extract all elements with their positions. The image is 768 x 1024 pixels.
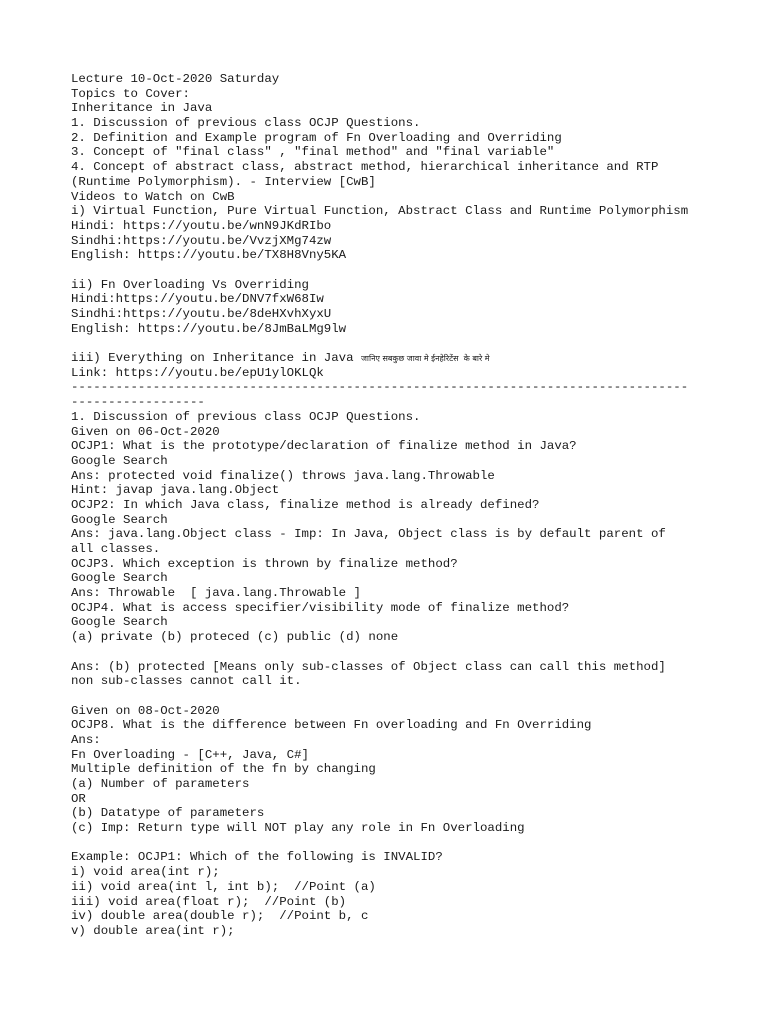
doc-line-6: 3. Concept of "final class" , "final method" and "final variable" <box>71 145 555 160</box>
doc-line-59: v) double area(int r); <box>71 923 235 938</box>
doc-line-4: 1. Discussion of previous class OCJP Questions. <box>71 116 421 131</box>
doc-line-37: OCJP4. What is access specifier/visibility mode of finalize method? <box>71 600 570 615</box>
doc-line-35: Google Search <box>71 571 168 586</box>
doc-line-9: Videos to Watch on CwB <box>71 189 235 204</box>
doc-line-55: i) void area(int r); <box>71 865 220 880</box>
doc-line-5: 2. Definition and Example program of Fn Overloading and Overriding <box>71 130 562 145</box>
doc-line-51: (b) Datatype of parameters <box>71 806 265 821</box>
doc-line-3: Inheritance in Java <box>71 101 213 116</box>
doc-line-54: Example: OCJP1: Which of the following is INVALID? <box>71 850 443 865</box>
doc-line-50: OR <box>71 791 86 806</box>
doc-line-21: Link: https://youtu.be/epU1ylOKLQk <box>71 365 324 380</box>
doc-line-7: 4. Concept of abstract class, abstract method, hierarchical inheritance and RTP <box>71 160 659 175</box>
doc-line-13: English: https://youtu.be/TX8H8Vny5KA <box>71 248 347 263</box>
doc-line-16: Hindi:https://youtu.be/DNV7fxW68Iw <box>71 292 324 307</box>
doc-line-40 <box>71 645 711 660</box>
doc-line-30: OCJP2: In which Java class, finalize method is already defined? <box>71 497 540 512</box>
doc-line-58: iv) double area(double r); //Point b, c <box>71 909 369 924</box>
doc-line-2: Topics to Cover: <box>71 86 190 101</box>
doc-line-24: 1. Discussion of previous class OCJP Questions. <box>71 409 421 424</box>
doc-line-32: Ans: java.lang.Object class - Imp: In Java, Object class is by default parent of <box>71 527 666 542</box>
doc-line-8: (Runtime Polymorphism). - Interview [CwB] <box>71 174 376 189</box>
doc-line-33: all classes. <box>71 542 161 556</box>
doc-line-46: Ans: <box>71 732 101 747</box>
doc-line-17: Sindhi:https://youtu.be/8deHXvhXyxU <box>71 307 332 321</box>
doc-line-23: ------------------ <box>71 395 205 410</box>
doc-line-39: (a) private (b) proteced (c) public (d) none <box>71 630 399 645</box>
doc-line-53 <box>71 836 711 851</box>
doc-line-57: iii) void area(float r); //Point (b) <box>71 894 347 909</box>
doc-line-14 <box>71 263 711 278</box>
doc-line-12: Sindhi:https://youtu.be/VvzjXMg74zw <box>71 233 332 248</box>
doc-line-15: ii) Fn Overloading Vs Overriding <box>71 277 309 292</box>
doc-line-1: Lecture 10-Oct-2020 Saturday <box>71 72 280 86</box>
doc-line-19 <box>71 336 711 351</box>
doc-line-27: Google Search <box>71 453 168 468</box>
doc-line-10: i) Virtual Function, Pure Virtual Function, Abstract Class and Runtime Polymorphism <box>71 204 689 219</box>
doc-line-22: ----------------------------------------------------------------------------------- <box>71 380 689 395</box>
doc-line-11: Hindi: https://youtu.be/wnN9JKdRIbo <box>71 218 332 233</box>
doc-line-48: Multiple definition of the fn by changing <box>71 762 376 777</box>
doc-line-25: Given on 06-Oct-2020 <box>71 424 220 439</box>
doc-line-20 <box>71 351 711 366</box>
doc-line-41: Ans: (b) protected [Means only sub-classes of Object class can call this method] <box>71 659 666 674</box>
doc-line-52: (c) Imp: Return type will NOT play any role in Fn Overloading <box>71 821 525 836</box>
document-page <box>71 72 711 939</box>
doc-line-45: OCJP8. What is the difference between Fn overloading and Fn Overriding <box>71 718 592 733</box>
doc-line-56: ii) void area(int l, int b); //Point (a) <box>71 879 376 894</box>
doc-line-29: Hint: javap java.lang.Object <box>71 483 280 498</box>
doc-line-38: Google Search <box>71 615 168 630</box>
doc-line-36: Ans: Throwable [ java.lang.Throwable ] <box>71 586 361 601</box>
doc-line-18: English: https://youtu.be/8JmBaLMg9lw <box>71 321 347 336</box>
doc-line-31: Google Search <box>71 512 168 527</box>
doc-line-43 <box>71 689 711 704</box>
doc-line-47: Fn Overloading - [C++, Java, C#] <box>71 747 309 762</box>
doc-line-20-text: iii) Everything on Inheritance in Java <box>71 351 361 366</box>
doc-line-34: OCJP3. Which exception is thrown by finalize method? <box>71 556 458 571</box>
doc-line-44: Given on 08-Oct-2020 <box>71 703 220 718</box>
doc-line-28: Ans: protected void finalize() throws java.lang.Throwable <box>71 468 495 483</box>
doc-line-49: (a) Number of parameters <box>71 777 250 791</box>
doc-line-42: non sub-classes cannot call it. <box>71 674 302 689</box>
hindi-fragment: जानिए सबकुछ जावा मे ईनहेरिटेंस के बारे मे <box>361 354 490 364</box>
doc-line-26: OCJP1: What is the prototype/declaration of finalize method in Java? <box>71 439 577 454</box>
